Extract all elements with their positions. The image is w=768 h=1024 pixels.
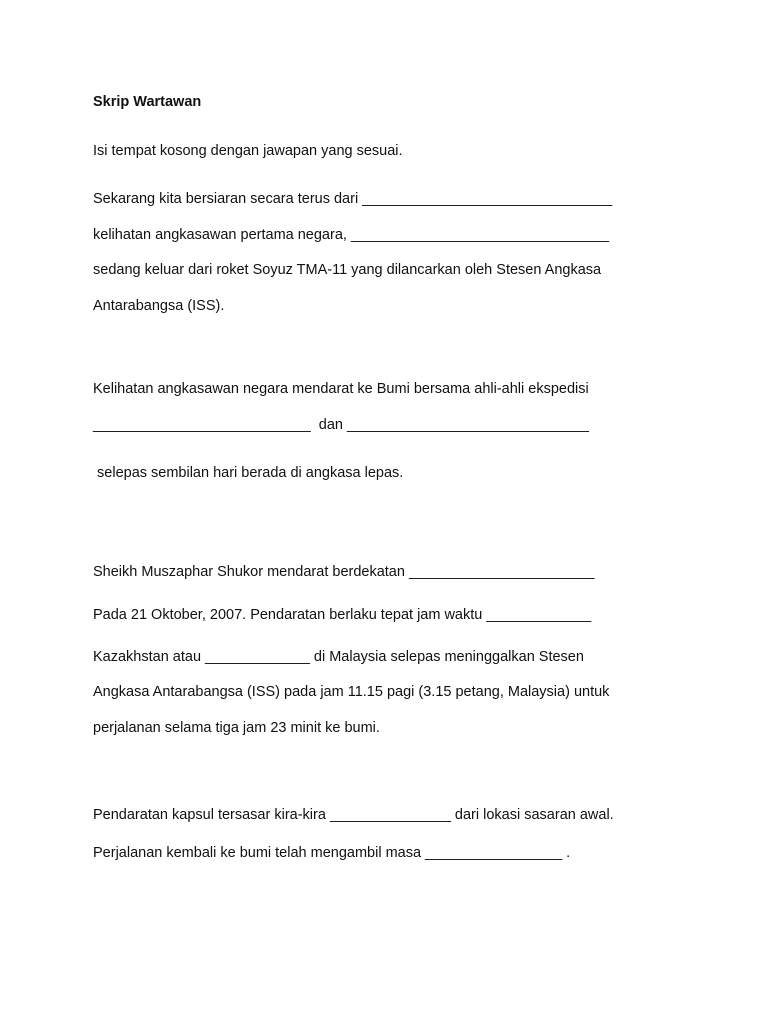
paragraph-2-line-3: selepas sembilan hari berada di angkasa lepas.	[93, 465, 404, 481]
paragraph-3-line-4: Angkasa Antarabangsa (ISS) pada jam 11.15 pagi (3.15 petang, Malaysia) untuk	[93, 684, 610, 700]
paragraph-1-line-1: Sekarang kita bersiaran secara terus dari _______________________________	[93, 191, 613, 207]
paragraph-4-line-1: Pendaratan kapsul tersasar kira-kira _______________ dari lokasi sasaran awal.	[93, 807, 614, 823]
paragraph-3-line-3: Kazakhstan atau _____________ di Malaysia selepas meninggalkan Stesen	[93, 649, 584, 665]
paragraph-3-line-1: Sheikh Muszaphar Shukor mendarat berdekatan _______________________	[93, 564, 595, 580]
paragraph-4-line-2: Perjalanan kembali ke bumi telah mengambil masa _________________ .	[93, 845, 571, 861]
paragraph-1-line-3: sedang keluar dari roket Soyuz TMA-11 yang dilancarkan oleh Stesen Angkasa	[93, 262, 602, 278]
instruction-text: Isi tempat kosong dengan jawapan yang sesuai.	[93, 143, 403, 159]
document-title: Skrip Wartawan	[93, 94, 202, 110]
paragraph-3-line-5: perjalanan selama tiga jam 23 minit ke bumi.	[93, 720, 380, 736]
paragraph-1-line-4: Antarabangsa (ISS).	[93, 298, 225, 314]
paragraph-2-line-1: Kelihatan angkasawan negara mendarat ke Bumi bersama ahli-ahli ekspedisi	[93, 381, 589, 397]
paragraph-3-line-2: Pada 21 Oktober, 2007. Pendaratan berlaku tepat jam waktu _____________	[93, 607, 592, 623]
paragraph-1-line-2: kelihatan angkasawan pertama negara, ________________________________	[93, 227, 610, 243]
paragraph-2-line-2: ___________________________ dan ______________________________	[93, 417, 589, 433]
